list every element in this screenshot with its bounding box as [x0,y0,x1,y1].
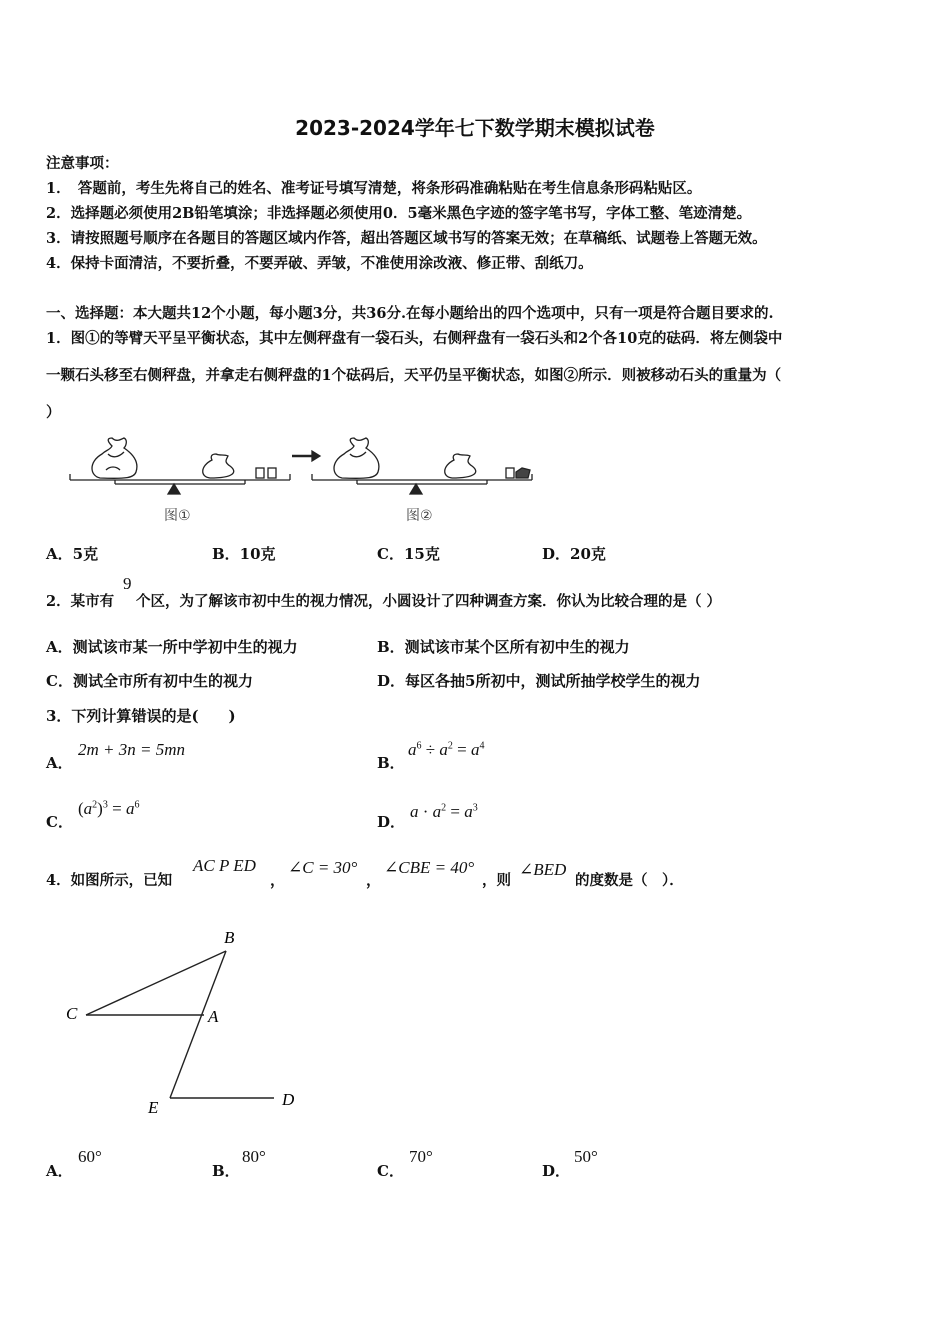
q2-stem-pre: 2．某市有 [46,593,115,610]
q3-option-c-expr[interactable]: $(a^2)^3 = a^6$ [78,799,140,818]
fig1-label: 图① [164,508,191,524]
q4-condition-angle-cbe: ∠CBE = 40° [384,858,475,877]
q3-option-d-expr[interactable]: $a \cdot a^2 = a^3$ [410,802,478,821]
notice-heading: 注意事项： [46,155,119,172]
q2-number: 9 [123,574,132,593]
q4-stem-mid: ，则 [482,872,511,889]
stone-icon [516,468,530,478]
stone-bag-icon [334,438,379,478]
weight-icon [268,468,276,478]
q3-option-b-label[interactable]: B． [377,754,405,772]
fig2-label: 图② [406,508,433,524]
q3-option-c-label[interactable]: C． [46,813,73,831]
notice-item: 1． 答题前，考生先将自己的姓名、准考证号填写清楚，将条形码准确粘贴在考生信息条形码粘贴区。 [46,180,702,197]
q1-option-c[interactable]: C．15克 [377,545,440,563]
q4-option-c-label[interactable]: C． [377,1162,404,1180]
point-d-label: D [282,1090,295,1109]
q4-option-a-value[interactable]: 60° [78,1147,102,1166]
point-c-label: C [66,1004,78,1023]
q1-stem-line1: 1．图①的等臂天平呈平衡状态，其中左侧秤盘有一袋石头，右侧秤盘有一袋石头和2个各10克的砝码．将左侧袋中 [46,330,783,347]
notice-item: 2．选择题必须使用2B铅笔填涂；非选择题必须使用0．5毫米黑色字迹的签字笔书写，字体工整、笔迹清楚。 [46,205,752,222]
q4-option-d-value[interactable]: 50° [574,1147,598,1166]
notice-item: 3．请按照题号顺序在各题目的答题区域内作答，超出答题区域书写的答案无效；在草稿纸、试题卷上答题无效。 [46,230,767,247]
q2-option-d[interactable]: D．每区各抽5所初中，测试所抽学校学生的视力 [377,672,701,690]
q3-option-b-expr[interactable]: $a^6 \div a^2 = a^4$ [408,740,485,759]
q2-stem-post: 个区，为了解该市初中生的视力情况，小圆设计了四种调查方案．你认为比较合理的是（ ） [136,593,722,610]
balance-figure [60,432,550,527]
q1-stem-line3: ） [46,404,61,421]
weight-icon [256,468,264,478]
q1-stem-line2: 一颗石头移至右侧秤盘，并拿走右侧秤盘的1个砝码后，天平仍呈平衡状态，如图②所示．则被移动石头的重量为（ [46,367,782,384]
point-a-label: A [208,1007,219,1026]
point-e-label: E [148,1098,159,1117]
q4-option-c-value[interactable]: 70° [409,1147,433,1166]
q4-option-b-value[interactable]: 80° [242,1147,266,1166]
geometry-figure [60,925,320,1125]
stone-bag-icon [203,454,234,478]
q2-option-b[interactable]: B．测试该市某个区所有初中生的视力 [377,638,630,656]
q3-option-d-label[interactable]: D． [377,813,406,831]
q4-stem-post: 的度数是（ ）． [575,872,684,889]
q3-option-a-label[interactable]: A． [46,754,73,772]
point-b-label: B [224,928,235,947]
q4-target-angle: ∠BED [519,860,567,879]
q1-option-d[interactable]: D．20克 [542,545,606,563]
q4-condition-parallel: AC P ED [193,856,256,875]
q3-expr-a: 2m + 3n = 5mn [78,740,185,759]
page-title: 2023-2024学年七下数学期末模拟试卷 [295,116,655,140]
q4-option-d-label[interactable]: D． [542,1162,571,1180]
stone-bag-icon [92,438,137,478]
q1-option-a[interactable]: A．5克 [46,545,99,563]
q4-condition-angle-c: ∠C = 30° [288,858,358,877]
stone-bag-icon [445,454,476,478]
q3-stem: 3．下列计算错误的是( ) [46,707,236,725]
q1-option-b[interactable]: B．10克 [212,545,276,563]
q2-option-c[interactable]: C．测试全市所有初中生的视力 [46,672,253,690]
q2-option-a[interactable]: A．测试该市某一所中学初中生的视力 [46,638,298,656]
q4-option-b-label[interactable]: B． [212,1162,240,1180]
notice-item: 4．保持卡面清洁，不要折叠，不要弄破、弄皱，不准使用涂改液、修正带、刮纸刀。 [46,255,593,272]
q3-option-a-expr[interactable] [78,740,185,760]
weight-icon [506,468,514,478]
section-heading: 一、选择题：本大题共12个小题，每小题3分，共36分.在每小题给出的四个选项中，只有一项是符合题目要求的. [46,305,774,322]
q4-stem-pre: 4．如图所示，已知 [46,872,173,889]
q4-option-a-label[interactable]: A． [46,1162,73,1180]
